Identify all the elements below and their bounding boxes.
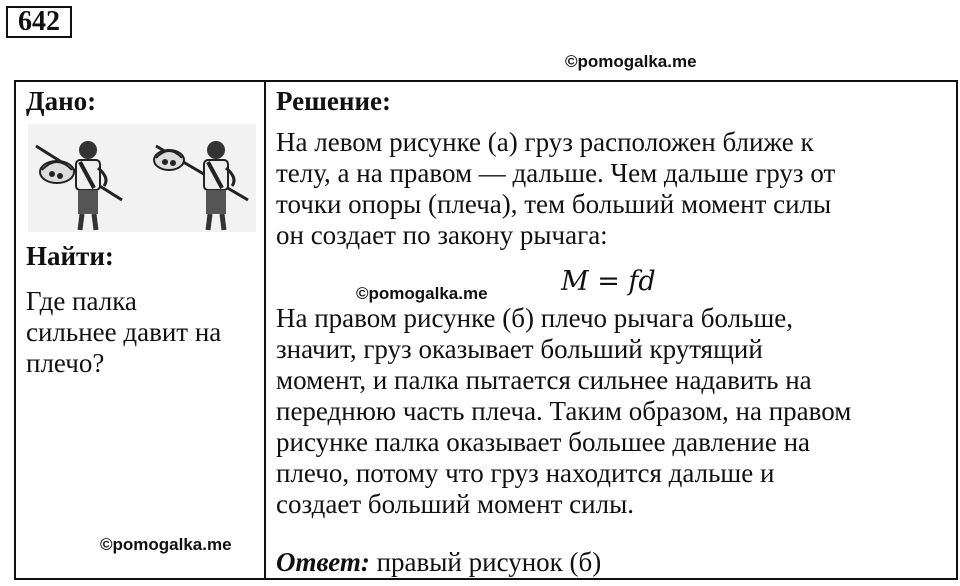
solution-table: [14, 80, 958, 580]
answer-label: Ответ:: [276, 547, 370, 577]
solution-line: он создает по закону рычага:: [276, 220, 608, 250]
solution-line: На левом рисунке (а) груз расположен ближе к: [276, 127, 814, 157]
find-question-line: плечо?: [26, 348, 105, 378]
illustration: [28, 124, 256, 232]
solution-line: переднюю часть плеча. Таким образом, на правом: [276, 396, 852, 426]
solution-heading: Решение:: [276, 86, 391, 116]
find-heading: Найти:: [26, 241, 114, 271]
solution-line: На правом рисунке (б) плечо рычага больше,: [276, 303, 793, 333]
solution-column: [266, 82, 956, 578]
formula: M = fd: [561, 266, 656, 297]
watermark-middle: ©pomogalka.me: [356, 284, 488, 303]
watermark-top: ©pomogalka.me: [565, 52, 697, 71]
solution-paragraph-2: [276, 303, 956, 520]
solution-paragraph-1: [276, 127, 956, 251]
solution-line: рисунке палка оказывает большее давление на: [276, 427, 811, 457]
given-heading: Дано:: [26, 86, 97, 116]
find-question: [26, 286, 262, 379]
given-column: [16, 82, 264, 578]
solution-line: точки опоры (плеча), тем больший момент силы: [276, 189, 832, 219]
solution-line: плечо, потому что груз находится дальше и: [276, 458, 775, 488]
solution-line: момент, и палка пытается сильнее надавить на: [276, 365, 812, 395]
watermark-bottom: ©pomogalka.me: [100, 535, 232, 554]
find-question-line: сильнее давит на: [26, 317, 222, 347]
problem-number: 642: [6, 6, 72, 38]
find-question-line: Где палка: [26, 286, 137, 316]
answer-text: правый рисунок (б): [376, 547, 602, 577]
solution-line: телу, а на правом — дальше. Чем дальше груз от: [276, 158, 836, 188]
solution-line: создает больший момент силы.: [276, 489, 634, 519]
answer-line: [276, 547, 601, 578]
solution-line: значит, груз оказывает больший крутящий: [276, 334, 763, 364]
